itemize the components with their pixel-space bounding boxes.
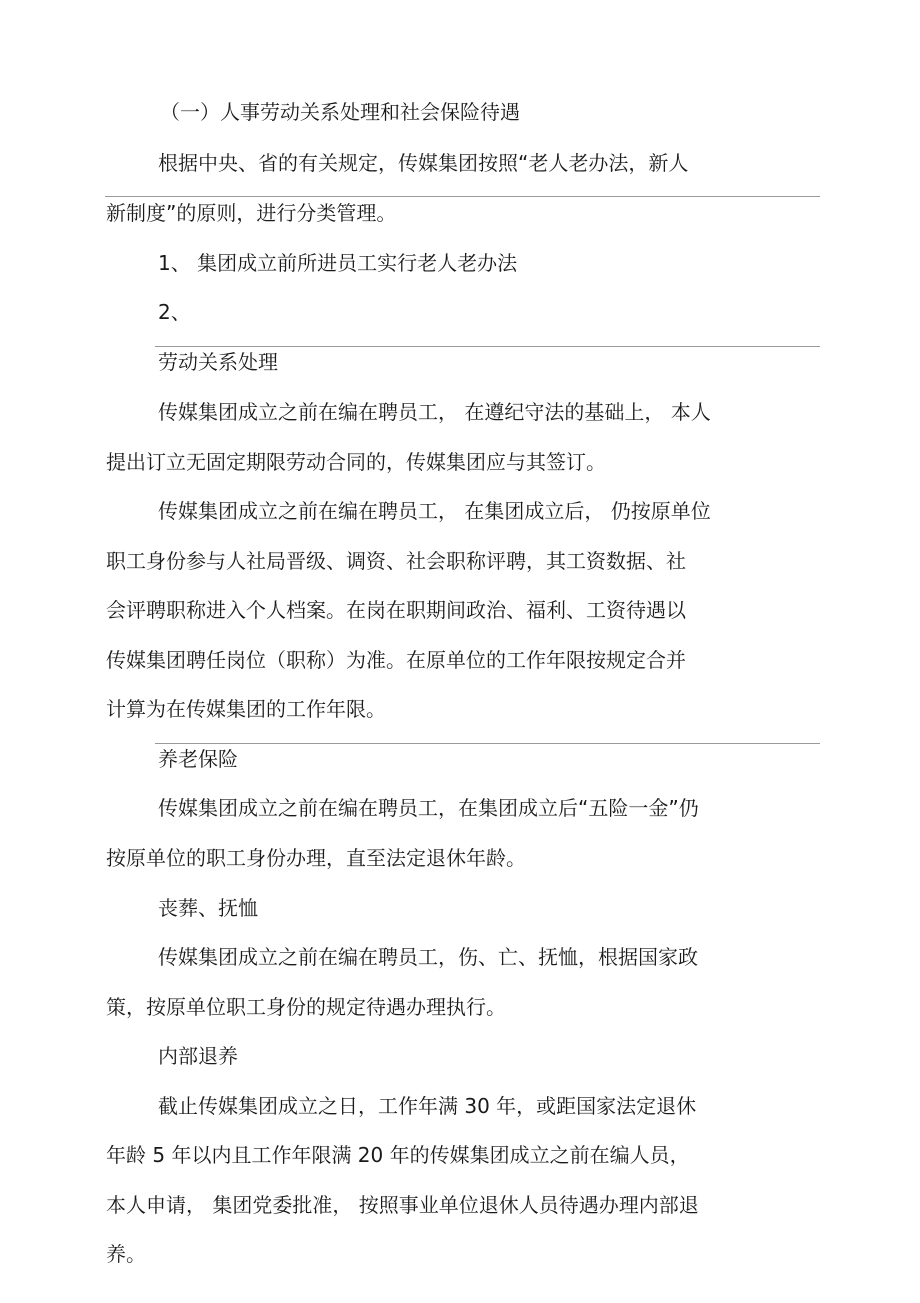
paragraph-line: 策，按原单位职工身份的规定待遇办理执行。	[106, 995, 506, 1019]
subsection-heading: 丧葬、抚恤	[158, 896, 258, 920]
subsection-heading: 养老保险	[158, 747, 238, 771]
subsection-heading: 内部退养	[158, 1044, 238, 1068]
paragraph-line: 本人申请， 集团党委批准， 按照事业单位退休人员待遇办理内部退	[106, 1193, 699, 1217]
paragraph-line: 传媒集团成立之前在编在聘员工， 在集团成立后， 仍按原单位	[158, 499, 711, 523]
paragraph-line: 计算为在传媒集团的工作年限。	[106, 697, 386, 721]
paragraph-line: 按原单位的职工身份办理，直至法定退休年龄。	[106, 846, 526, 870]
list-item: 1、 集团成立前所进员工实行老人老办法	[158, 251, 518, 275]
section-heading: （一）人事劳动关系处理和社会保险待遇	[160, 100, 520, 124]
divider-line	[105, 196, 820, 197]
paragraph-line: 截止传媒集团成立之日，工作年满 30 年，或距国家法定退休	[158, 1094, 697, 1118]
divider-line	[155, 346, 820, 347]
paragraph-line: 新制度”的原则，进行分类管理。	[106, 201, 397, 225]
paragraph-line: 提出订立无固定期限劳动合同的，传媒集团应与其签订。	[106, 450, 606, 474]
subsection-heading: 劳动关系处理	[158, 350, 278, 374]
paragraph-line: 传媒集团成立之前在编在聘员工，伤、亡、抚恤，根据国家政	[158, 945, 698, 969]
list-item: 2、	[158, 300, 191, 324]
divider-line	[155, 743, 820, 744]
paragraph-line: 传媒集团成立之前在编在聘员工， 在遵纪守法的基础上， 本人	[158, 400, 711, 424]
paragraph-line: 会评聘职称进入个人档案。在岗在职期间政治、福利、工资待遇以	[106, 598, 686, 622]
paragraph-line: 传媒集团聘任岗位（职称）为准。在原单位的工作年限按规定合并	[106, 648, 686, 672]
paragraph-line: 职工身份参与人社局晋级、调资、社会职称评聘，其工资数据、社	[106, 549, 686, 573]
paragraph-line: 年龄 5 年以内且工作年限满 20 年的传媒集团成立之前在编人员，	[106, 1143, 690, 1167]
paragraph-line: 传媒集团成立之前在编在聘员工，在集团成立后“五险一金”仍	[158, 796, 699, 820]
paragraph-line: 根据中央、省的有关规定，传媒集团按照“老人老办法，新人	[158, 151, 689, 175]
paragraph-line: 养。	[106, 1242, 146, 1266]
